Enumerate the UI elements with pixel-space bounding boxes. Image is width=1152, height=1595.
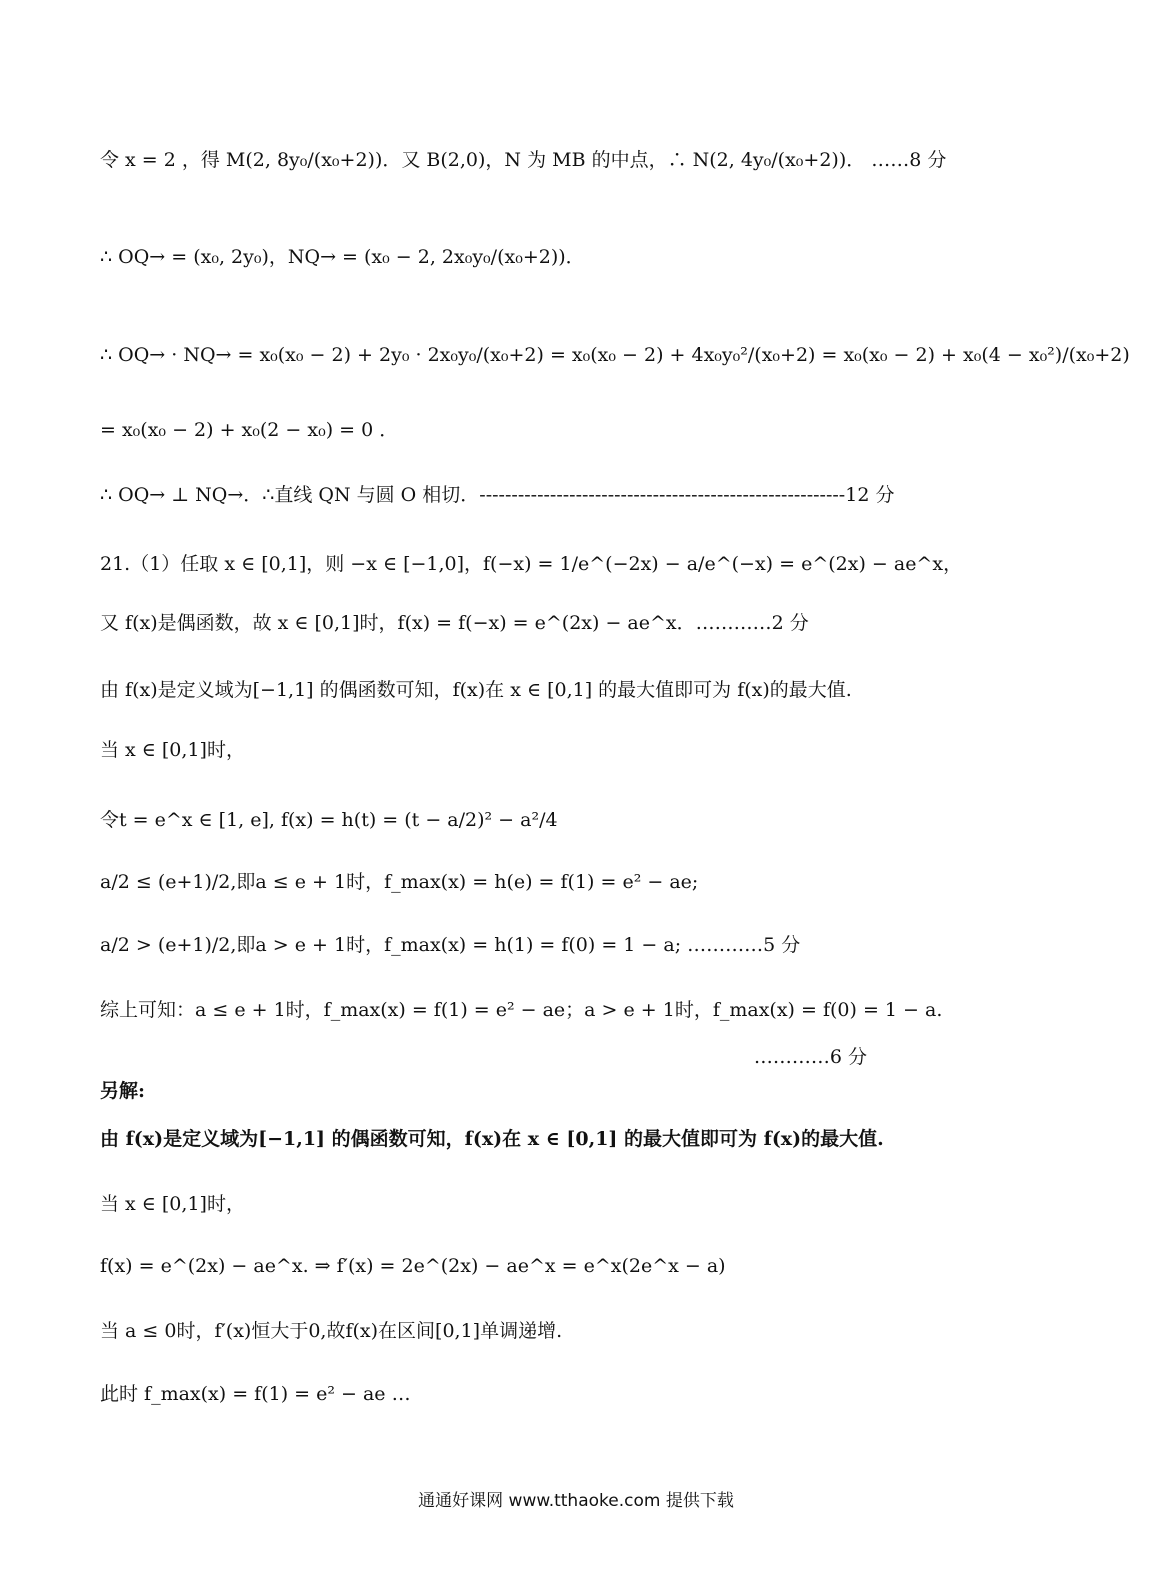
text-line-3: ∴ OQ→ · NQ→ = x₀(x₀ − 2) + 2y₀ · 2x₀y₀/(x₀+2) = x₀(x₀ − 2) + 4x₀y₀²/(x₀+2) = x₀(x₀ − 2) + x₀(4 − x₀²)/(x₀+2) [100, 344, 1130, 366]
text-line-18: f(x) = e^(2x) − ae^x. ⇒ f′(x) = 2e^(2x) − ae^x = e^x(2e^x − a) [100, 1255, 726, 1277]
text-line-4: = x₀(x₀ − 2) + x₀(2 − x₀) = 0 ． [100, 419, 399, 441]
text-line-6: 21.（1）任取 x ∈ [0,1]，则 −x ∈ [−1,0]，f(−x) = 1/e^(−2x) − a/e^(−x) = e^(2x) − ae^x， [100, 553, 963, 575]
text-line-20: 此时 f_max(x) = f(1) = e² − ae … [100, 1383, 411, 1405]
text-line-16: 由 f(x)是定义域为[−1,1] 的偶函数可知，f(x)在 x ∈ [0,1] 的最大值即可为 f(x)的最大值. [100, 1128, 884, 1150]
text-line-2: ∴ OQ→ = (x₀, 2y₀)，NQ→ = (x₀ − 2, 2x₀y₀/(x₀+2))． [100, 246, 585, 268]
text-line-5: ∴ OQ→ ⊥ NQ→．∴直线 QN 与圆 O 相切．---------------------------------------------------------12 分 [100, 484, 895, 506]
text-line-11: a/2 ≤ (e+1)/2,即a ≤ e + 1时，f_max(x) = h(e) = f(1) = e² − ae; [100, 871, 699, 893]
text-line-12: a/2 > (e+1)/2,即a > e + 1时，f_max(x) = h(1) = f(0) = 1 − a; …………5 分 [100, 934, 801, 956]
text-line-10: 令t = e^x ∈ [1, e], f(x) = h(t) = (t − a/2)² − a²/4 [100, 809, 558, 831]
text-line-8: 由 f(x)是定义域为[−1,1] 的偶函数可知，f(x)在 x ∈ [0,1] 的最大值即可为 f(x)的最大值. [100, 679, 852, 701]
text-line-17: 当 x ∈ [0,1]时， [100, 1193, 245, 1215]
text-line-9: 当 x ∈ [0,1]时， [100, 739, 245, 761]
text-line-7: 又 f(x)是偶函数，故 x ∈ [0,1]时，f(x) = f(−x) = e^(2x) − ae^x．…………2 分 [100, 612, 809, 634]
text-line-13: 综上可知：a ≤ e + 1时，f_max(x) = f(1) = e² − ae；a > e + 1时，f_max(x) = f(0) = 1 − a. [100, 999, 943, 1021]
text-line-19: 当 a ≤ 0时，f′(x)恒大于0,故f(x)在区间[0,1]单调递增. [100, 1320, 563, 1342]
score-marker: …………6 分 [753, 1046, 867, 1068]
text-line-1: 令 x = 2 ，得 M(2, 8y₀/(x₀+2))．又 B(2,0)，N 为 MB 的中点，∴ N(2, 4y₀/(x₀+2))． ……8 分 [100, 149, 947, 171]
page-footer: 通通好课网 www.tthaoke.com 提供下载 [418, 1491, 734, 1511]
section-heading: 另解: [100, 1080, 146, 1102]
